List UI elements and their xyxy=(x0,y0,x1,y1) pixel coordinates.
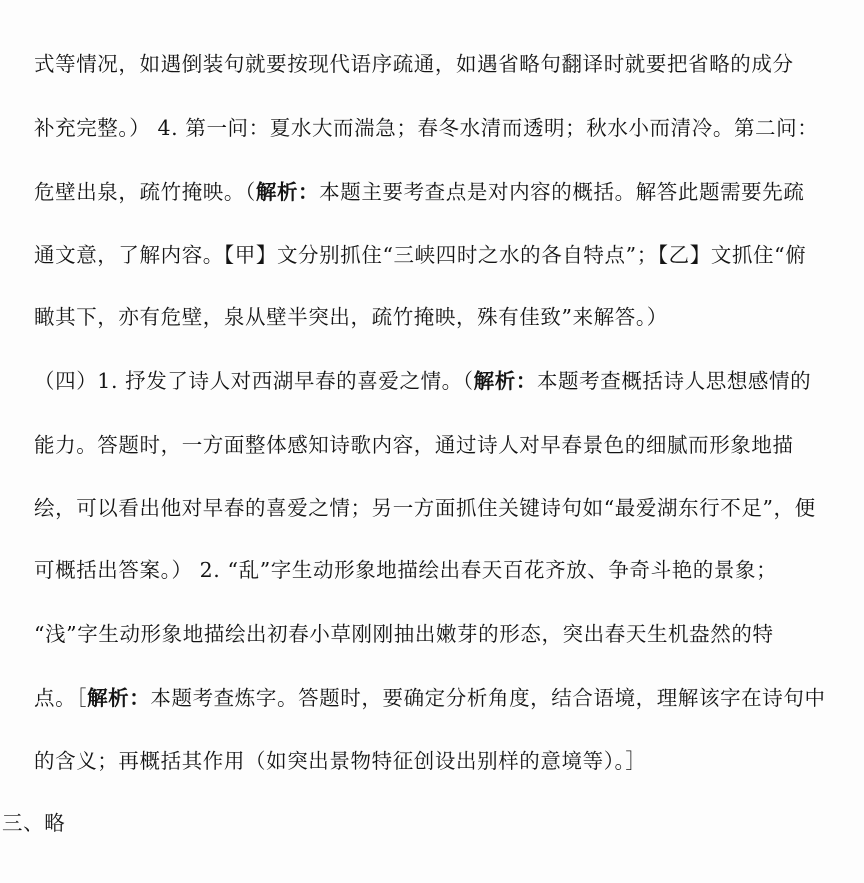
text-segment: （四）1. 抒发了诗人对西湖早春的喜爱之情。（ xyxy=(34,369,474,393)
text-segment: 通文意，了解内容。【甲】文分别抓住“三峡四时之水的各自特点”；【乙】文抓住“俯 xyxy=(34,243,807,267)
text-line xyxy=(34,240,806,270)
text-segment: “浅”字生动形象地描绘出初春小草刚刚抽出嫩芽的形态，突出春天生机盎然的特 xyxy=(34,622,774,646)
text-line xyxy=(34,302,668,332)
text-line xyxy=(34,555,777,585)
text-segment: 本题主要考查点是对内容的概括。解答此题需要先疏 xyxy=(319,180,805,204)
text-segment: 能力。答题时，一方面整体感知诗歌内容，通过诗人对早春景色的细腻而形象地描 xyxy=(34,433,794,457)
analysis-label: 解析： xyxy=(255,180,320,204)
text-line xyxy=(34,683,826,713)
text-line xyxy=(34,619,774,649)
text-line xyxy=(34,113,818,143)
text-segment: 的含义；再概括其作用（如突出景物特征创设出别样的意境等）。］ xyxy=(34,749,647,773)
text-segment: 本题考查概括诗人思想感情的 xyxy=(536,369,812,393)
text-line xyxy=(34,366,811,396)
text-segment: 式等情况，如遇倒装句就要按现代语序疏通，如遇省略句翻译时就要把省略的成分 xyxy=(34,52,794,76)
text-segment: 绘，可以看出他对早春的喜爱之情；另一方面抓住关键诗句如“最爱湖东行不足”，便 xyxy=(34,496,816,520)
text-segment: 危壁出泉，疏竹掩映。（ xyxy=(34,180,256,204)
text-line xyxy=(34,177,804,207)
text-segment: 可概括出答案。） 2. “乱”字生动形象地描绘出春天百花齐放、争奇斗艳的景象； xyxy=(34,558,778,582)
text-segment: 本题考查炼字。答题时，要确定分析角度，结合语境，理解该字在诗句中 xyxy=(150,686,826,710)
section-heading xyxy=(2,808,65,838)
text-segment: 瞰其下，亦有危壁，泉从壁半突出，疏竹掩映，殊有佳致”来解答。） xyxy=(34,305,668,329)
text-line xyxy=(34,430,794,460)
text-line xyxy=(34,746,647,776)
text-line xyxy=(34,493,816,523)
analysis-label: 解析： xyxy=(87,686,151,710)
text-segment: 点。［ xyxy=(34,686,88,710)
text-line xyxy=(34,49,794,79)
section-heading-text: 三、略 xyxy=(2,811,66,835)
text-segment: 补充完整。） 4. 第一问：夏水大而湍急；春冬水清而透明；秋水小而清冷。第二问： xyxy=(34,116,819,140)
analysis-label: 解析： xyxy=(473,369,537,393)
